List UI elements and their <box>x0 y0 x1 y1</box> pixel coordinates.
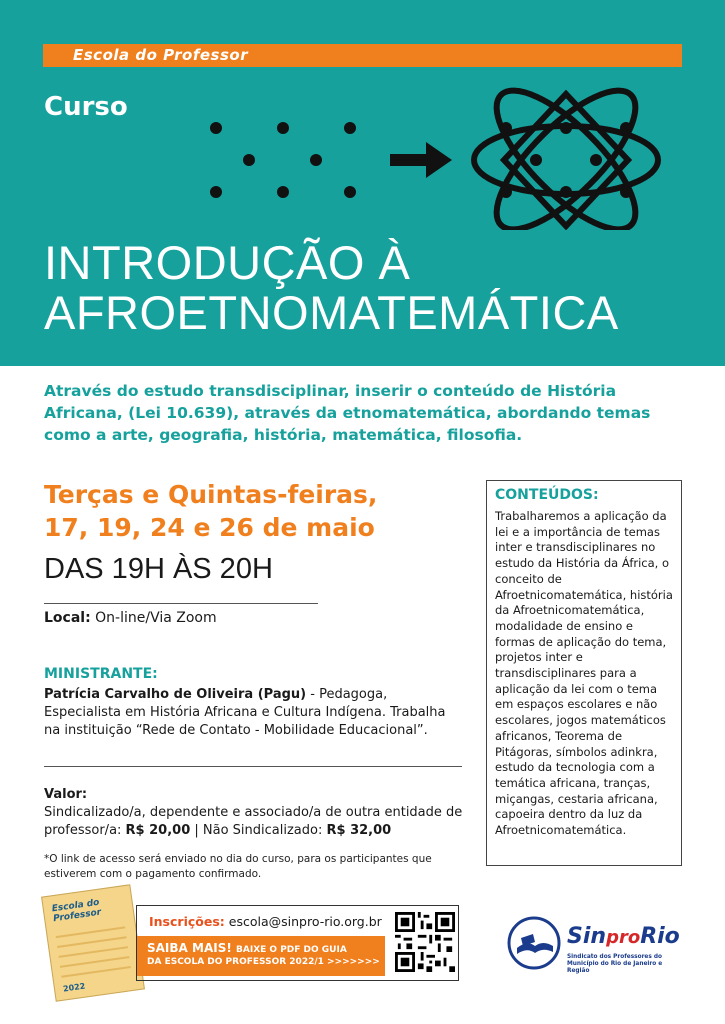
logo-wordmark: SinproRio <box>567 924 680 949</box>
guide-cover-thumbnail[interactable] <box>41 884 145 1001</box>
instructor-name: Patrícia Carvalho de Oliveira (Pagu) <box>44 687 307 702</box>
book-logo-icon <box>505 914 563 972</box>
instructor-bio: - Pedagoga, Especialista em História Africana e Cultura Indígena. Trabalha na instituição “Rede de Contato - Mobilidade Educacional”. <box>44 687 446 738</box>
location-value: On-line/Via Zoom <box>95 610 217 626</box>
schedule-days <box>44 478 377 544</box>
saiba-line-2: DA ESCOLA DO PROFESSOR 2022/1 >>>>>>> <box>147 957 380 967</box>
saiba-small: BAIXE O PDF DO GUIA <box>236 945 347 955</box>
course-title <box>44 238 619 338</box>
course-title-line-1: INTRODUÇÃO À <box>44 236 411 289</box>
contents-body: Trabalharemos a aplicação da lei e a importância de temas inter e transdisciplinares no estudo da História da África, o conceito de Afroetnicomatemática, história da Afroetnicomatemática, modalidade de ensino e formas de aplicação do tema, projetos inter e transdisciplinares para a aplicação da lei com o tema em espaços escolares e não escolares, jogos matemáticos africanos, Teorema de Pitágoras, símbolos adinkra, estudo da tecnologia com a temática africana, tranças, miçangas, cestaria africana, capoeira dentro da luz da Afroetnicomatemática. <box>495 509 673 838</box>
nonmember-price: R$ 32,00 <box>326 823 392 838</box>
arrow-icon <box>390 142 452 178</box>
schedule-weekdays: Terças e Quintas-feiras, <box>44 480 378 509</box>
dots-to-sona-illustration <box>190 80 680 230</box>
registration-box <box>136 905 459 981</box>
qr-code-icon[interactable] <box>395 912 455 972</box>
schedule-hours: DAS 19H ÀS 20H <box>44 553 273 585</box>
instructor-text <box>44 686 464 740</box>
member-price: R$ 20,00 <box>125 823 191 838</box>
guide-year: 2022 <box>62 981 86 994</box>
contents-box <box>486 480 682 866</box>
saiba-label: SAIBA MAIS! <box>147 941 232 955</box>
guide-title: Escola do Professor <box>51 897 102 925</box>
divider <box>44 603 318 604</box>
download-guide-banner[interactable] <box>137 936 385 976</box>
registration-email[interactable]: escola@sinpro-rio.org.br <box>228 914 382 929</box>
registration-line: Inscrições: escola@sinpro-rio.org.br <box>149 914 382 929</box>
divider <box>44 766 462 767</box>
course-description: Através do estudo transdisciplinar, inserir o conteúdo de História Africana, (Lei 10.639), através da etnomatemática, abordando temas como a arte, geografia, história, matemática, filosofia. <box>44 382 651 444</box>
location <box>44 610 217 626</box>
pricing-label: Valor: <box>44 787 88 802</box>
brand-name: Escola do Professor <box>73 46 249 64</box>
sinpro-rio-logo <box>505 910 685 980</box>
pricing <box>44 786 464 840</box>
logo-tagline: Sindicato dos Professores do Município do Rio de Janeiro e Região <box>567 954 663 974</box>
pricing-note: *O link de acesso será enviado no dia do curso, para os participantes que estiverem com o pagamento confirmado. <box>44 853 432 880</box>
schedule-dates: 17, 19, 24 e 26 de maio <box>44 513 375 542</box>
instructor-heading: MINISTRANTE: <box>44 666 158 682</box>
brand-bar <box>43 44 682 67</box>
contents-heading: CONTEÚDOS: <box>495 487 599 503</box>
pricing-separator: | Não Sindicalizado: <box>190 823 327 838</box>
kicker-label: Curso <box>44 92 128 122</box>
pricing-line: Sindicalizado/a, dependente e associado/a de outra entidade de professor/a: <box>44 805 463 838</box>
hero-banner <box>0 0 725 366</box>
location-label: Local: <box>44 610 91 626</box>
course-title-line-2: AFROETNOMATEMÁTICA <box>44 286 619 339</box>
registration-label: Inscrições <box>149 914 220 929</box>
